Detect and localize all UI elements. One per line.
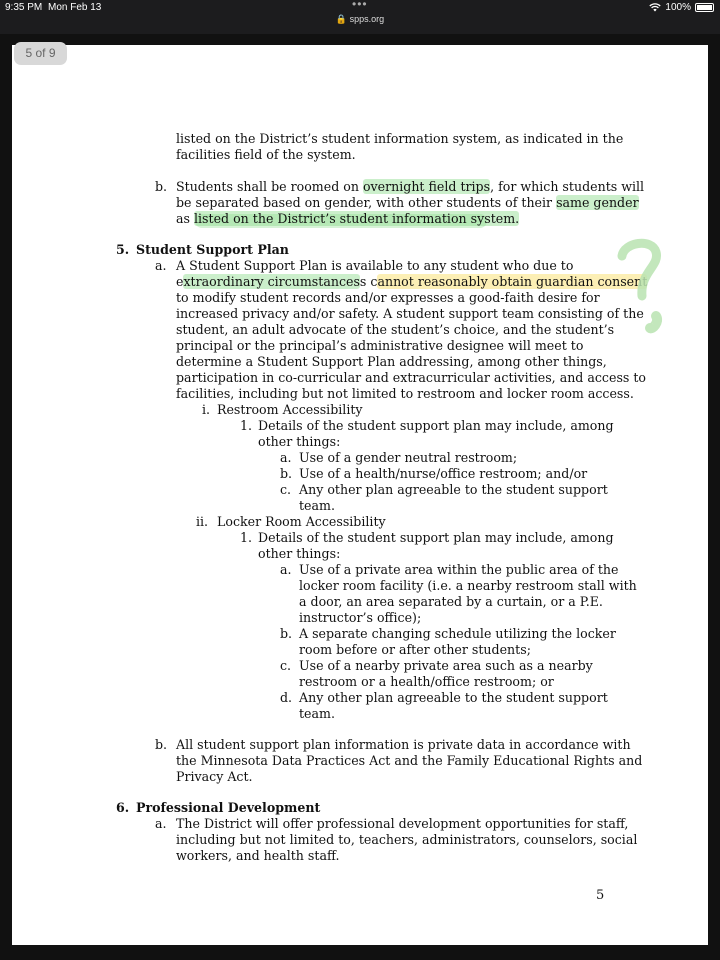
text-line: team. [299, 498, 335, 513]
text-line: Privacy Act. [176, 769, 253, 784]
text-line: A Student Support Plan is available to any student who due to [176, 258, 574, 273]
text-line: increased privacy and/or safety. A student support team consisting of the [176, 306, 644, 321]
list-marker: b. [155, 179, 168, 194]
list-marker: 1. [240, 530, 253, 545]
section-title: Student Support Plan [136, 242, 289, 257]
text-line: facilities, including but not limited to restroom and locker room access. [176, 386, 634, 401]
list-marker: b. [280, 466, 293, 481]
text-line: Use of a nearby private area such as a nearby [299, 658, 593, 673]
text-line: determine a Student Support Plan addressing, among other things, [176, 354, 607, 369]
text-line: Use of a private area within the public area of the [299, 562, 619, 577]
list-marker: b. [155, 737, 168, 752]
status-time: 9:35 PM [5, 2, 43, 13]
text-line: participation in co-curricular and extracurricular activities, and access to [176, 370, 647, 385]
list-marker: c. [280, 482, 292, 497]
list-marker: 1. [240, 418, 253, 433]
text-line: room before or after other students; [299, 642, 531, 657]
url-text: spps.org [349, 14, 385, 24]
text-line: All student support plan information is private data in accordance with [176, 737, 631, 752]
battery-percent: 100% [665, 2, 691, 13]
text-line: restroom or a health/office restroom; or [299, 674, 554, 689]
text-line: extraordinary circumstancess cannot reasonably obtain guardian consent [176, 274, 648, 289]
list-marker: d. [280, 690, 293, 705]
highlight-green: xtraordinary circumstances [183, 274, 360, 289]
list-marker: b. [280, 626, 293, 641]
text-line: locker room facility (i.e. a nearby restroom stall with [299, 578, 637, 593]
text-line: Any other plan agreeable to the student support [299, 690, 608, 705]
text-line: instructor’s office); [299, 610, 422, 625]
section-title: Professional Development [136, 800, 321, 815]
text-line: student, an adult advocate of the student’s choice, and the student’s [176, 322, 615, 337]
list-marker: ii. [196, 514, 209, 529]
list-marker: a. [280, 562, 292, 577]
text-line: Use of a health/nurse/office restroom; and/or [299, 466, 588, 481]
list-marker: c. [280, 658, 292, 673]
text-line: workers, and health staff. [176, 848, 340, 863]
multitask-dots-icon[interactable]: ••• [352, 0, 368, 11]
list-marker: a. [155, 816, 167, 831]
section-number: 6. [116, 800, 130, 815]
text-line: Any other plan agreeable to the student support [299, 482, 608, 497]
list-marker: a. [280, 450, 292, 465]
subsection-title: Restroom Accessibility [217, 402, 363, 417]
text-line: to modify student records and/or expresses a good-faith desire for [176, 290, 600, 305]
list-marker: a. [155, 258, 167, 273]
status-date: Mon Feb 13 [48, 2, 102, 13]
highlight-yellow: annot reasonably obtain guardian consent [377, 274, 648, 289]
list-marker: i. [202, 402, 211, 417]
lock-icon: 🔒 [335, 14, 348, 24]
text-line: Use of a gender neutral restroom; [299, 450, 518, 465]
text-line: other things: [258, 546, 341, 561]
text-line: team. [299, 706, 335, 721]
text-line: principal or the principal’s administrative designee will meet to [176, 338, 584, 353]
highlight-green: overnight field trips [362, 179, 491, 194]
highlight-green: listed on the District’s student information system. [193, 211, 520, 226]
subsection-title: Locker Room Accessibility [217, 514, 386, 529]
text-line: A separate changing schedule utilizing the locker [299, 626, 616, 641]
page-number: 5 [596, 888, 605, 903]
question-mark-annotation-icon [612, 238, 672, 338]
text-line: as listed on the District’s student information system. [176, 211, 520, 226]
text-line: facilities field of the system. [176, 147, 356, 162]
section-number: 5. [116, 242, 130, 257]
text-line: Details of the student support plan may include, among [258, 418, 614, 433]
text-line: be separated based on gender, with other students of their same gender [176, 195, 639, 210]
page-indicator: 5 of 9 [14, 42, 67, 65]
text-line: Details of the student support plan may include, among [258, 530, 614, 545]
text-line: including but not limited to, teachers, administrators, counselors, social [176, 832, 638, 847]
text-line: listed on the District’s student information system, as indicated in the [176, 131, 624, 146]
text-line: the Minnesota Data Practices Act and the Family Educational Rights and [176, 753, 643, 768]
highlight-green: same gender [556, 195, 639, 210]
text-line: Students shall be roomed on overnight field trips, for which students will [176, 179, 645, 194]
text-line: other things: [258, 434, 341, 449]
text-line: The District will offer professional development opportunities for staff, [176, 816, 629, 831]
text-line: a door, an area separated by a curtain, or a P.E. [299, 594, 603, 609]
